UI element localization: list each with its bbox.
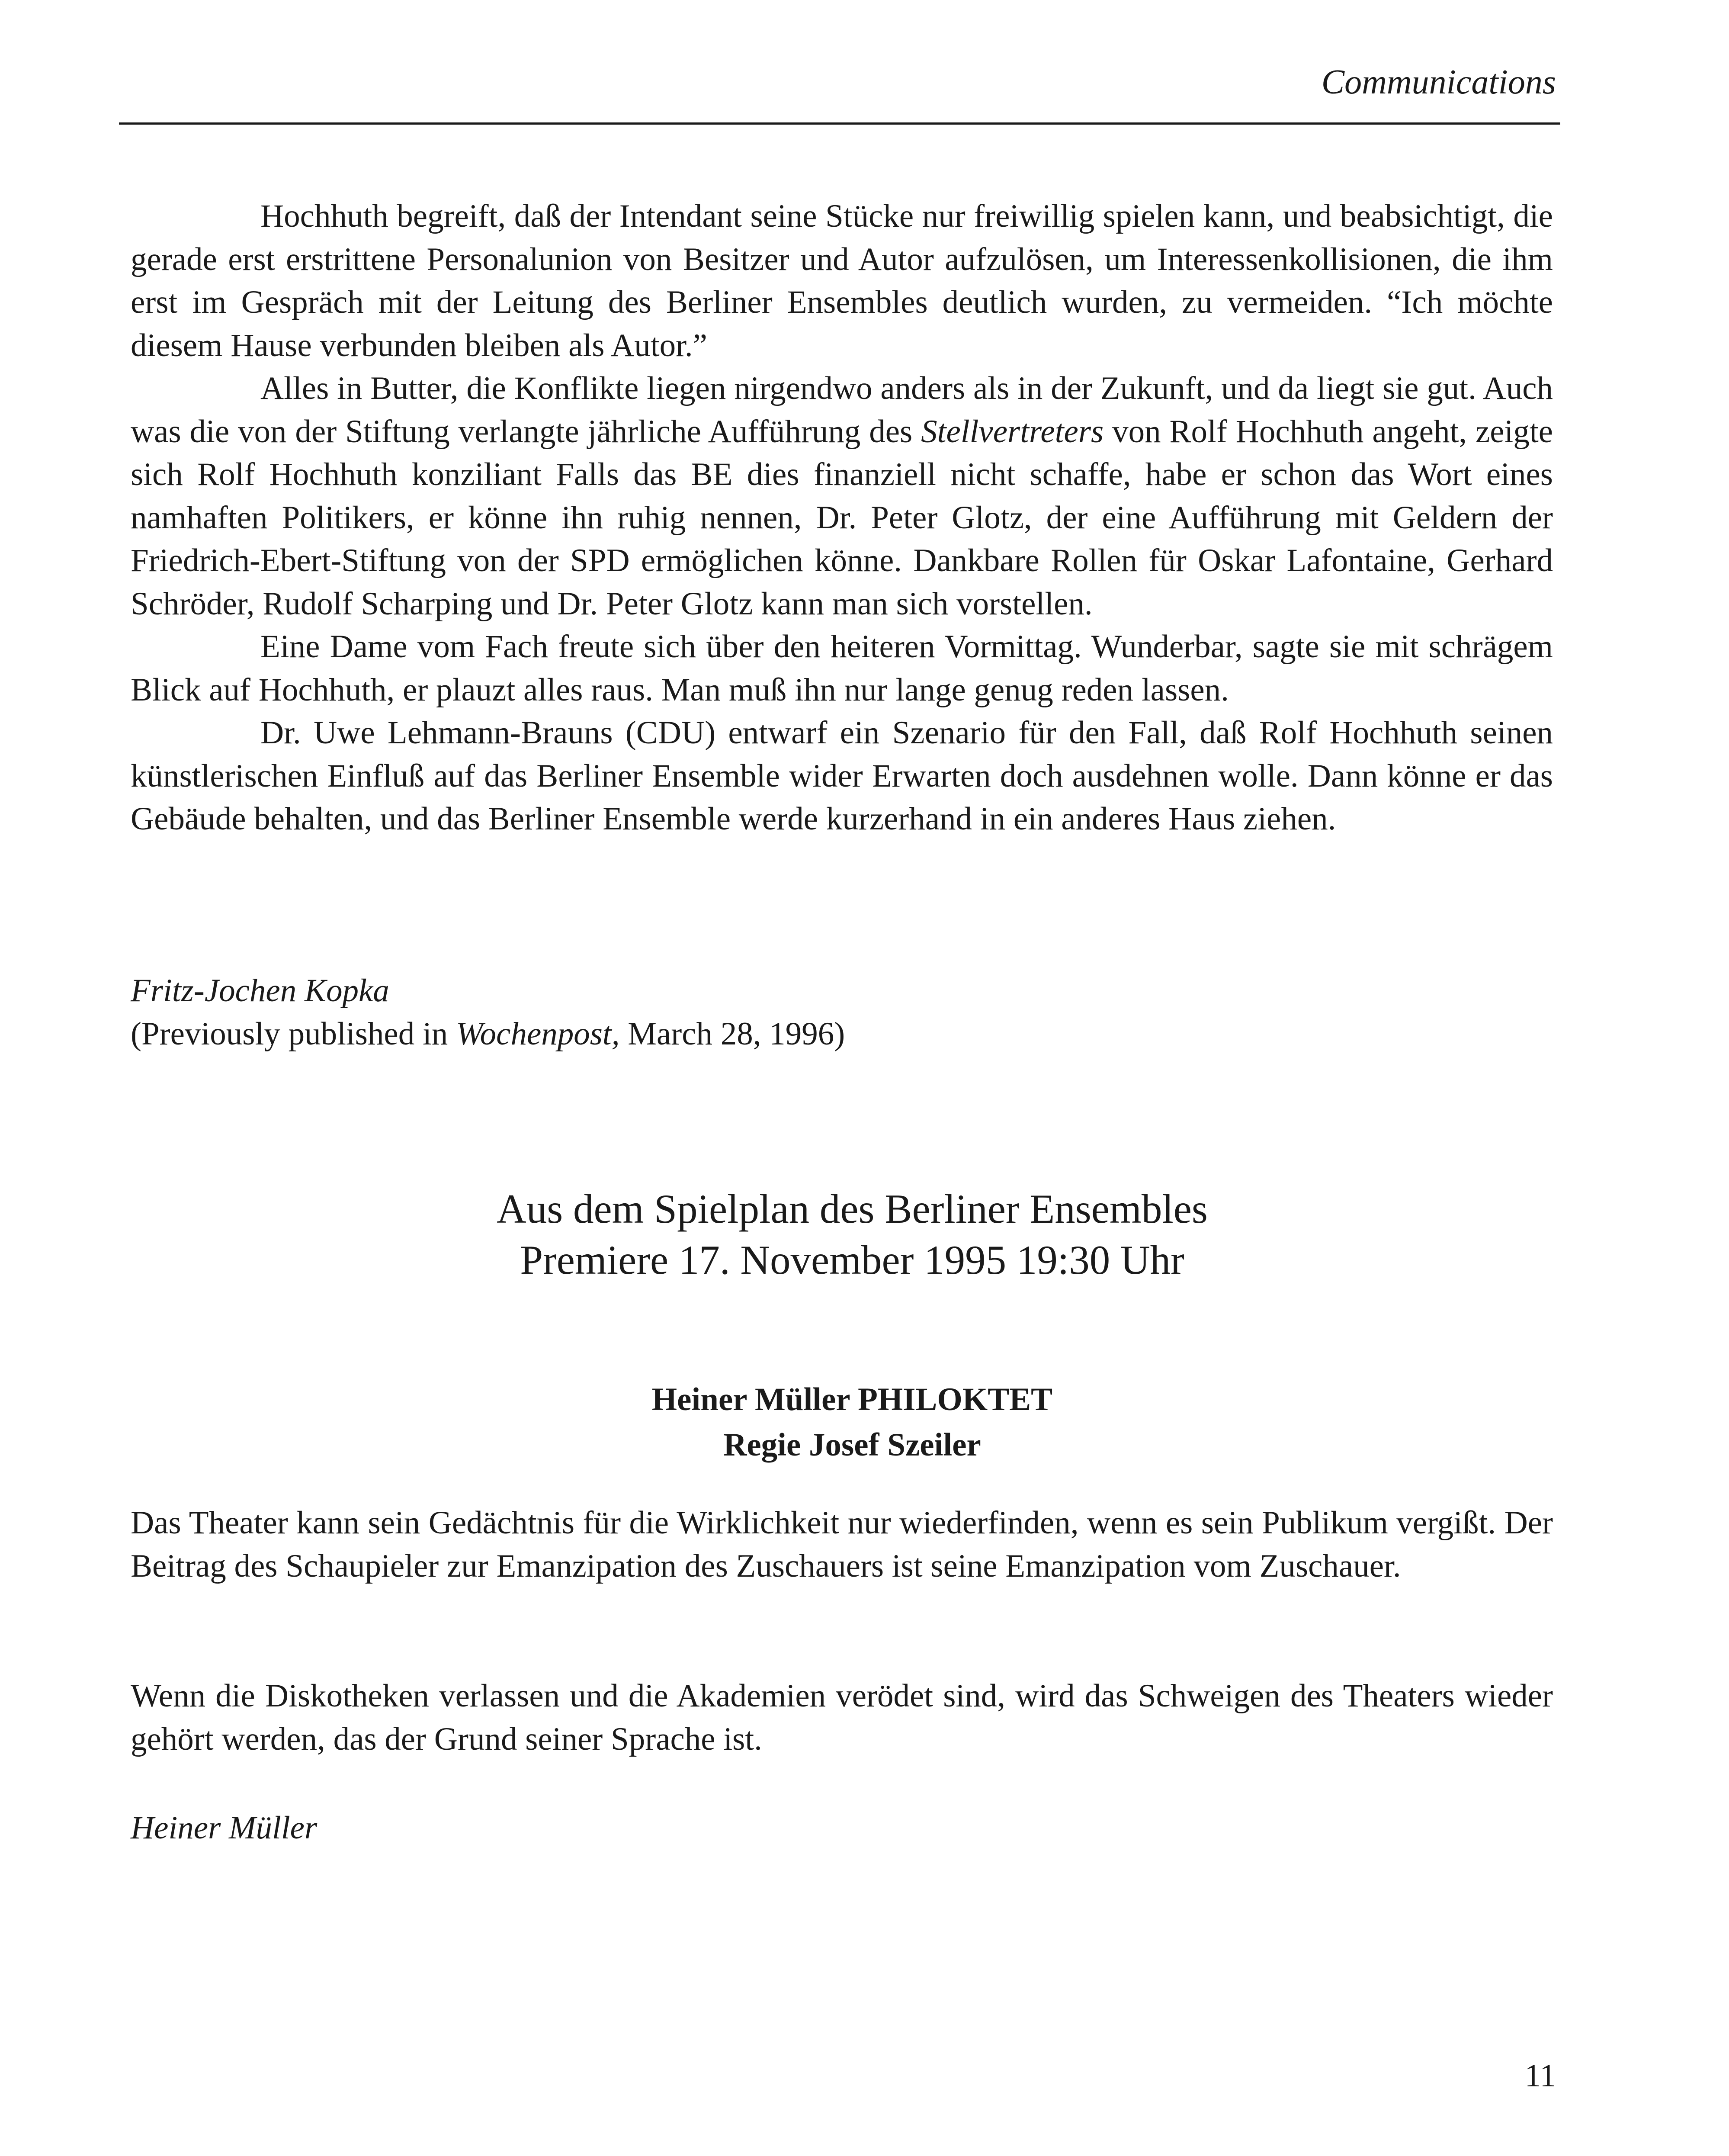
program-heading: Aus dem Spielplan des Berliner Ensembles (497, 1186, 1208, 1232)
author-signature: Fritz-Jochen Kopka (131, 973, 389, 1009)
article-body (131, 195, 1553, 841)
work-title: Stellvertreters (921, 413, 1104, 450)
quote-signature: Heiner Müller (131, 1810, 318, 1846)
quote-paragraph (131, 1501, 1553, 1587)
paragraph: Eine Dame vom Fach freute sich über den heiteren Vormittag. Wunderbar, sagte sie mit schrägem Blick auf Hochhuth, er plauzt alles raus. Man muß ihn nur lange genug reden lassen. (131, 629, 1553, 708)
play-title: Heiner Müller PHILOKTET (651, 1382, 1053, 1417)
paragraph: Dr. Uwe Lehmann-Brauns (CDU) entwarf ein Szenario für den Fall, daß Rolf Hochhuth seinen künstlerischen Einfluß auf das Berliner Ensemble wider Erwarten doch ausdehnen wolle. Dann könne er das Gebäude behalten, und das Berliner Ensemble werde kurzerhand in ein anderes Haus ziehen. (131, 715, 1553, 837)
source-text: March 28, 1996) (619, 1016, 845, 1052)
paragraph-text: Alles in Butter, die Konflikte liegen nirgendwo anders als in der Zukunft, und da liegt sie gut. Auch was die von der Stiftung verlangte jährliche Aufführung des (131, 370, 1553, 450)
paragraph: Hochhuth begreift, daß der Intendant seine Stücke nur freiwillig spielen kann, und beabsichtigt, die gerade erst erstrittene Personalunion von Besitzer und Autor aufzulösen, um Interessenkollisionen, die ihm erst im Gespräch mit der Leitung des Berliner Ensembles deutlich wurden, zu vermeiden. “Ich möchte diesem Hause verbunden bleiben als Autor.” (131, 198, 1553, 363)
running-head: Communications (1321, 63, 1556, 101)
paragraph-text: von Rolf Hochhuth angeht, zeigte sich Rolf Hochhuth konziliant Falls das BE dies finanziell nicht schaffe, habe er schon das Wort eines namhaften Politikers, er könne ihn ruhig nennen, Dr. Peter Glotz, der eine Aufführung mit Geldern der Friedrich-Ebert-Stiftung von der SPD ermöglichen könne. Dankbare Rollen für Oskar Lafontaine, Gerhard Schröder, Rudolf Scharping und Dr. Peter Glotz kann man sich vorstellen. (131, 413, 1553, 622)
quote-text: Wenn die Diskotheken verlassen und die Akademien verödet sind, wird das Schweigen des Theaters wieder gehört werden, das der Grund seiner Sprache ist. (131, 1678, 1553, 1757)
source-note (131, 1012, 845, 1056)
paragraph (131, 367, 1553, 625)
page-number: 11 (1524, 2058, 1556, 2094)
source-text: (Previously published in (131, 1016, 456, 1052)
quote-paragraph (131, 1674, 1553, 1761)
header-rule (119, 122, 1560, 125)
premiere-line: Premiere 17. November 1995 19:30 Uhr (520, 1237, 1184, 1283)
director-line: Regie Josef Szeiler (723, 1427, 981, 1463)
quote-text: Das Theater kann sein Gedächtnis für die Wirklichkeit nur wiederfinden, wenn es sein Publikum vergißt. Der Beitrag des Schaupieler zur Emanzipation des Zuschauers ist seine Emanzipation vom Zuschauer. (131, 1505, 1553, 1584)
publication-title: Wochenpost, (456, 1016, 620, 1052)
